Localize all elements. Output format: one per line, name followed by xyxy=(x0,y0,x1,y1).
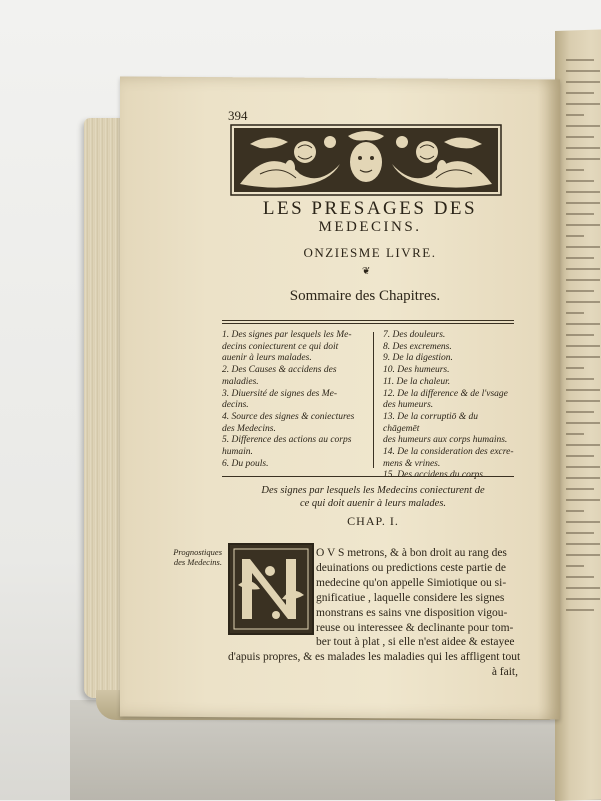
toc-item: 2. Des Causes & accidens des xyxy=(222,365,337,376)
chapter-subhead xyxy=(228,484,518,510)
margin-note xyxy=(148,547,222,567)
text-line: medecine qu'on appelle Simiotique ou si- xyxy=(316,576,507,589)
toc-item: 4. Source des signes & coniectures xyxy=(222,411,355,422)
rule-top-double xyxy=(222,323,514,324)
toc-item: maladies. xyxy=(222,376,259,387)
decorated-initial-n-icon xyxy=(228,543,314,635)
toc-column-divider xyxy=(373,332,374,468)
subhead-line: Des signes par lesquels les Medecins coniecturent de xyxy=(261,485,485,496)
chapter-label: CHAP. I. xyxy=(347,514,399,528)
toc-item: 13. De la corruptiō & du chāgemēt xyxy=(383,411,478,434)
headpiece-ornament-icon xyxy=(230,124,502,196)
toc-item: 5. Difference des actions au corps xyxy=(222,435,352,446)
margin-note-line: des Medecins. xyxy=(173,557,222,567)
toc-item: 14. De la consideration des excre- xyxy=(383,447,514,458)
text-line: à fait, xyxy=(491,665,518,678)
body-text-full-width xyxy=(228,650,521,680)
title-line-1: LES PRESAGES DES xyxy=(262,198,478,219)
toc-item: 8. Des excremens. xyxy=(383,341,452,352)
toc-item: 10. Des humeurs. xyxy=(383,365,450,376)
toc-item: des humeurs aux corps humains. xyxy=(383,435,508,446)
text-line: gnificatiue , laquelle considere les signes xyxy=(316,591,505,604)
text-line: monstrans es sains vne disposition vigou- xyxy=(316,606,508,619)
toc-item: des humeurs. xyxy=(383,400,434,411)
toc-item: humain. xyxy=(222,447,253,458)
toc-item: 6. Du pouls. xyxy=(222,458,269,469)
margin-note-line: Prognostiques xyxy=(173,547,222,557)
toc-item: decins coniecturent ce qui doit xyxy=(222,341,339,352)
text-line: deuinations ou predictions ceste partie de xyxy=(316,561,507,574)
body-text-beside-initial xyxy=(316,546,518,650)
toc-item: 12. De la difference & de l'vsage xyxy=(383,388,508,399)
rule-top xyxy=(222,320,514,321)
book-label: ONZIESME LIVRE. xyxy=(303,245,437,260)
toc-item: 3. Diuersité de signes des Me- xyxy=(222,388,338,399)
toc-item: auenir à leurs malades. xyxy=(222,353,312,364)
toc-right-column xyxy=(383,330,515,482)
toc-item: 1. Des signes par lesquels les Me- xyxy=(222,330,352,340)
toc-left-column xyxy=(222,330,362,470)
text-line: reuse ou interessee & declinante pour tom- xyxy=(316,621,514,634)
rule-bottom xyxy=(222,476,514,477)
toc-item: 11. De la chaleur. xyxy=(383,376,451,387)
toc-item: 7. Des douleurs. xyxy=(383,330,446,340)
subhead-line: ce qui doit auenir à leurs malades. xyxy=(299,498,447,509)
right-page-text-lines xyxy=(560,50,600,750)
toc-item: mens & vrines. xyxy=(383,458,441,469)
toc-item: 9. De la digestion. xyxy=(383,353,453,364)
page-number: 394 xyxy=(228,108,248,123)
text-line: d'apuis propres, & es malades les maladies qui les affligent tout xyxy=(228,651,521,663)
title-line-2: MEDECINS. xyxy=(318,219,422,235)
toc-item: des Medecins. xyxy=(222,423,276,434)
text-line: O V S metrons, & à bon droit au rang des xyxy=(316,547,507,559)
toc-item: decins. xyxy=(222,400,249,411)
text-line: ber tout à plat , si elle n'est aidee & estayee xyxy=(316,636,515,649)
summary-heading: Sommaire des Chapitres. xyxy=(289,288,441,304)
fleuron-icon: ❦ xyxy=(362,266,371,277)
